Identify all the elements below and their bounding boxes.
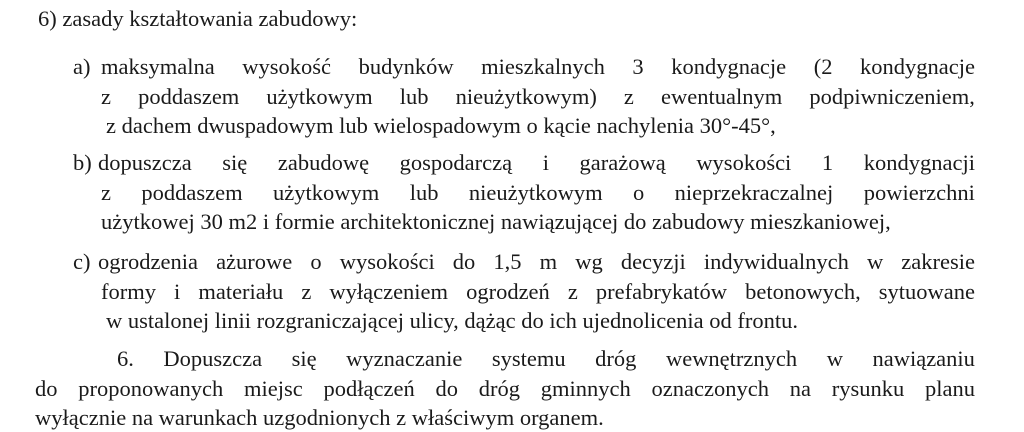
word: dopuszcza [98, 150, 192, 175]
word: wyłączeniem [329, 279, 449, 304]
item-c-line-1 [98, 249, 975, 275]
word: decyzji [620, 249, 686, 274]
word: dróg [595, 346, 637, 371]
word: ewentualnym [661, 84, 783, 109]
word: o [310, 249, 322, 274]
word: nieużytkowym [468, 180, 603, 205]
word: nieprzekraczalnej [674, 180, 834, 205]
word: lub [399, 84, 429, 109]
word: wysokości [696, 150, 792, 175]
word: gospodarczą [399, 150, 513, 175]
word: podpiwniczeniem, [809, 84, 975, 109]
word: kondygnacje [671, 54, 787, 79]
word: użytkowym [266, 84, 373, 109]
word: nieużytkowym) [455, 84, 597, 109]
paragraph-6-line-3: wyłącznie na warunkach uzgodnionych z właściwym organem. [35, 405, 604, 430]
word: wysokości [339, 249, 435, 274]
word: podłączeń [323, 376, 415, 401]
word: miejsc [244, 376, 303, 401]
word: powierzchni [863, 180, 975, 205]
word: garażową [579, 150, 666, 175]
word: mieszkalnych [481, 54, 605, 79]
word: oznaczonych [651, 376, 769, 401]
word: kondygnacje [860, 54, 975, 79]
word: poddaszem [138, 84, 240, 109]
word: maksymalna [101, 54, 215, 79]
item-a-line-2 [101, 84, 975, 110]
word: użytkowym [273, 180, 380, 205]
word: 1,5 [493, 249, 522, 274]
word: prefabrykatów [595, 279, 728, 304]
word: z [101, 180, 111, 205]
list-marker-c: c) [73, 249, 91, 274]
word: o [633, 180, 645, 205]
word: zakresie [901, 249, 975, 274]
list-marker-a: a) [73, 54, 91, 79]
item-c-line-3: w ustalonej linii rozgraniczającej ulicy, dążąc do ich ujednolicenia od frontu. [106, 308, 799, 333]
word: planu [925, 376, 975, 401]
item-b-line-2 [101, 180, 975, 206]
word: lub [409, 180, 439, 205]
item-a-line-3: z dachem dwuspadowym lub wielospadowym o kącie nachylenia 30°-45°, [106, 113, 776, 138]
word: indywidualnych [703, 249, 849, 274]
word: systemu [491, 346, 566, 371]
word: z [301, 279, 312, 304]
word: poddaszem [141, 180, 243, 205]
word: do [35, 376, 58, 401]
word: do [435, 376, 458, 401]
item-c-line-2 [101, 279, 975, 305]
word: nawiązaniu [872, 346, 975, 371]
word: proponowanych [78, 376, 224, 401]
word: formy [101, 279, 156, 304]
word: m [539, 249, 558, 274]
word: zabudowę [277, 150, 370, 175]
word: dróg [478, 376, 520, 401]
word: sytuowane [878, 279, 975, 304]
word: i [542, 150, 549, 175]
word: i [174, 279, 181, 304]
word: gminnych [540, 376, 631, 401]
word: się [222, 150, 248, 175]
word: z [101, 84, 111, 109]
section-heading: 6) zasady kształtowania zabudowy: [38, 6, 358, 31]
word: betonowych, [745, 279, 861, 304]
item-a-line-1 [101, 54, 975, 80]
word: wysokość [242, 54, 332, 79]
word: 1 [821, 150, 834, 175]
word: na [789, 376, 811, 401]
paragraph-6-line-1 [117, 346, 975, 372]
word: Dopuszcza [163, 346, 263, 371]
word: kondygnacji [863, 150, 975, 175]
word: z [567, 279, 578, 304]
word: ogrodzenia [98, 249, 198, 274]
word: (2 [813, 54, 833, 79]
word: do [452, 249, 476, 274]
word: wewnętrznych [665, 346, 798, 371]
word: ażurowe [216, 249, 293, 274]
word: z [623, 84, 634, 109]
word: się [291, 346, 317, 371]
word: rysunku [831, 376, 905, 401]
word: 3 [632, 54, 644, 79]
word: wyznaczanie [346, 346, 463, 371]
word: w [826, 346, 843, 371]
item-b-line-1 [98, 150, 975, 176]
paragraph-6-line-2 [35, 376, 975, 402]
word: materiału [198, 279, 284, 304]
word: 6. [117, 346, 134, 371]
item-b-line-3: użytkowej 30 m2 i formie architektonicznej nawiązującej do zabudowy mieszkaniowej, [101, 209, 891, 234]
word: wg [575, 249, 603, 274]
word: budynków [358, 54, 454, 79]
word: ogrodzeń [466, 279, 550, 304]
word: w [866, 249, 884, 274]
list-marker-b: b) [73, 150, 92, 175]
